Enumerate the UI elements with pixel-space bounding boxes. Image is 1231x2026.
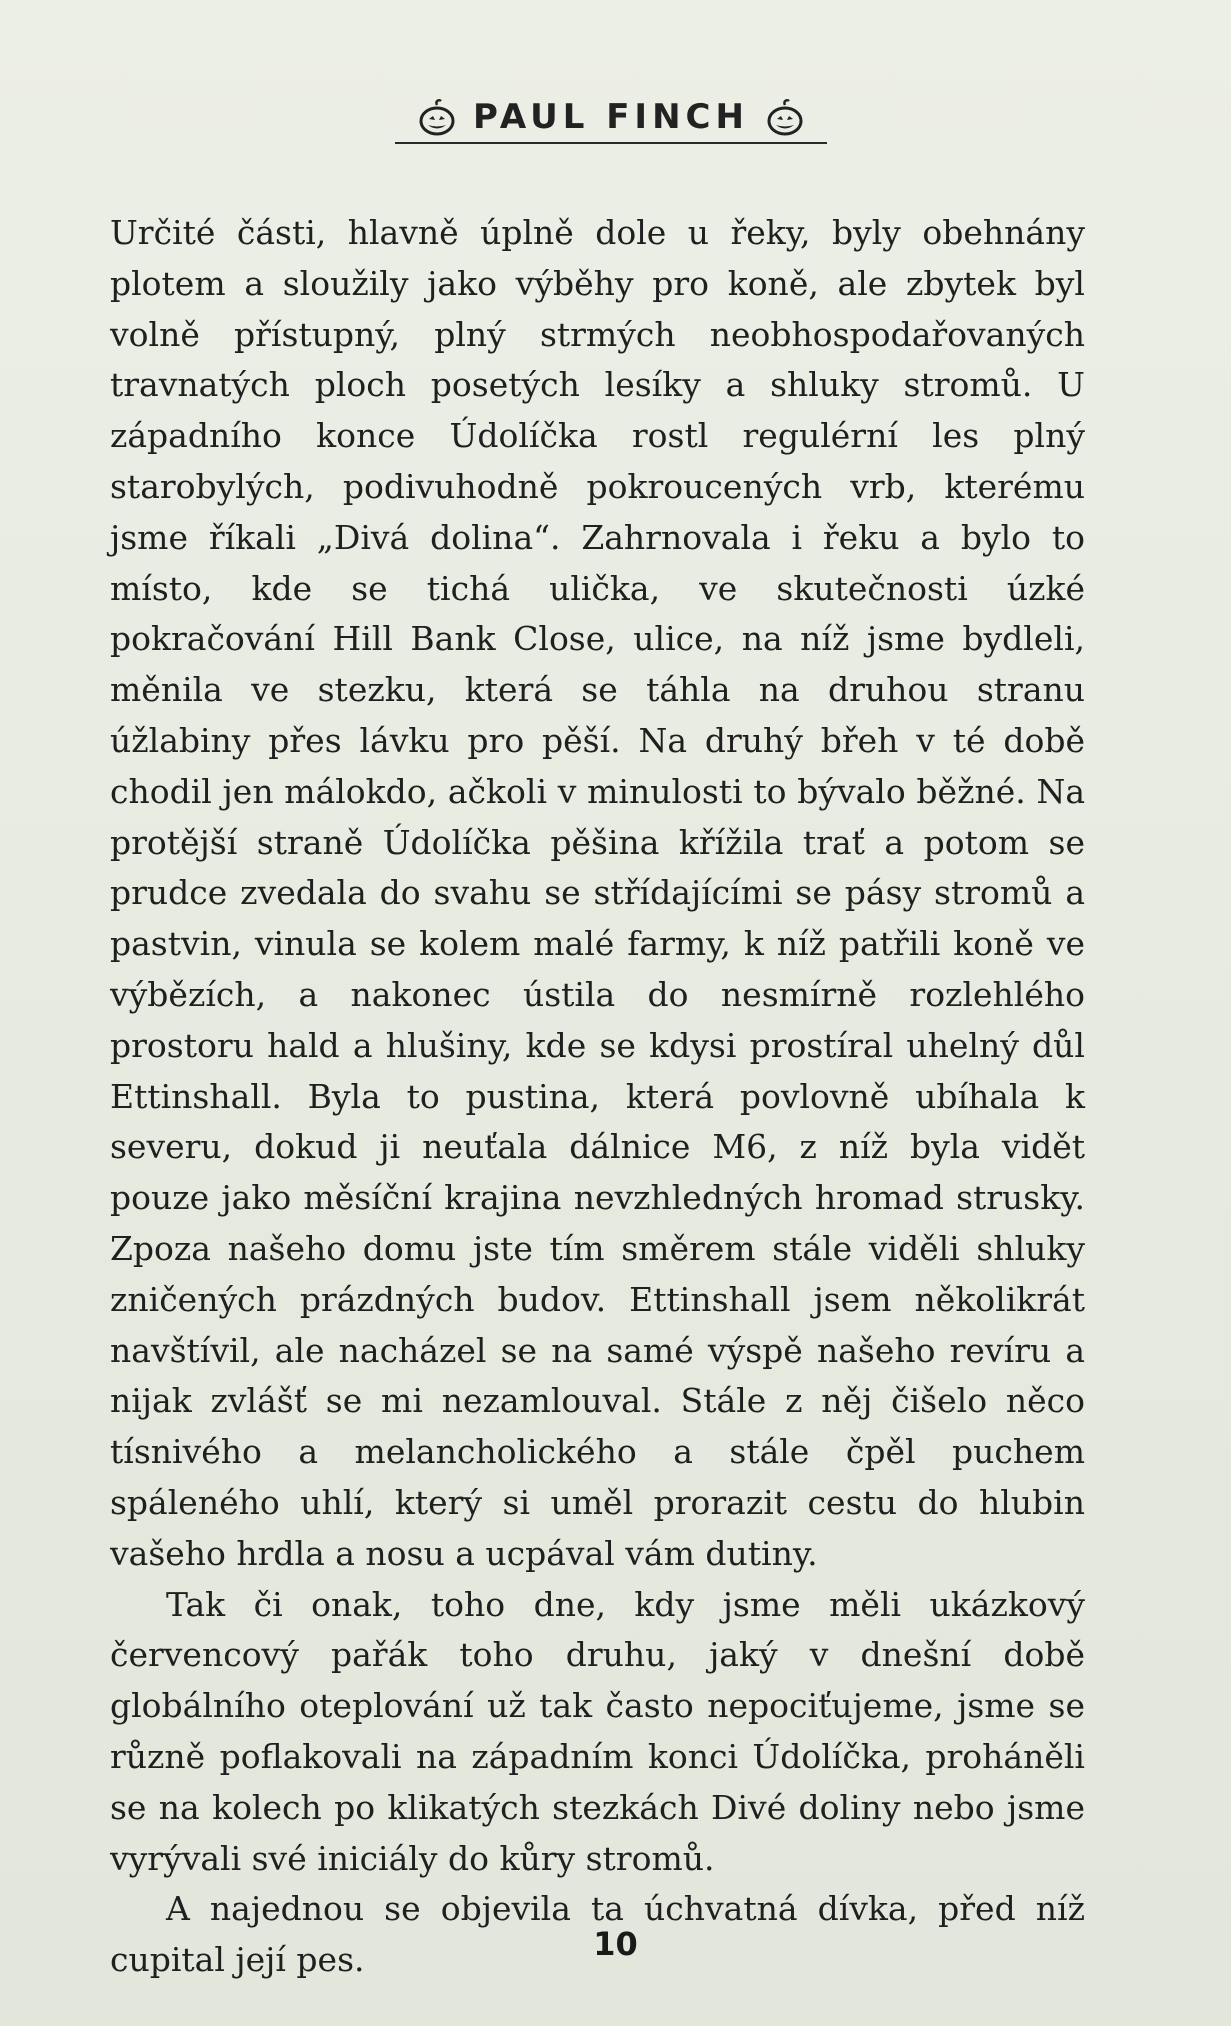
paragraph: A najednou se objevila ta úchvatná dívka, před níž cupital její pes. bbox=[110, 1889, 1085, 1980]
author-name: PAUL FINCH bbox=[473, 97, 749, 137]
paragraph: Tak či onak, toho dne, kdy jsme měli ukázkový červencový pařák toho druhu, jaký v dnešní době globálního oteplování už tak často nepociťujeme, jsme se různě poflakovali na západním konci Údolíčka, proháněli se na kolech po klikatých stezkách Divé doliny nebo jsme vyrývali své iniciály do kůry stromů. bbox=[110, 1584, 1085, 1878]
body-text bbox=[110, 208, 1085, 1986]
pumpkin-icon bbox=[765, 97, 805, 137]
page-number: 10 bbox=[593, 1925, 638, 1963]
running-header bbox=[395, 92, 827, 144]
paragraph: Určité části, hlavně úplně dole u řeky, byly obehnány plotem a sloužily jako výběhy pro koně, ale zbytek byl volně přístupný, plný strmých neobhospodařovaných travnatých ploch posetých lesíky a shluky stromů. U západního konce Údolíčka rostl regulérní les plný starobylých, podivuhodně pokroucených vrb, kterému jsme říkali „Divá dolina“. Zahrnovala i řeku a bylo to místo, kde se tichá ulička, ve skutečnosti úzké pokračování Hill Bank Close, ulice, na níž jsme bydleli, měnila ve stezku, která se táhla na druhou stranu úžlabiny přes lávku pro pěší. Na druhý břeh v té době chodil jen málokdo, ačkoli v minulosti to bývalo běžné. Na protější straně Údolíčka pěšina křížila trať a potom se prudce zvedala do svahu se střídajícími se pásy stromů a pastvin, vinula se kolem malé farmy, k níž patřili koně ve výbězích, a nakonec ústila do nesmírně rozlehlého prostoru hald a hlušiny, kde se kdysi prostíral uhelný důl Ettinshall. Byla to pustina, která povlovně ubíhala k severu, dokud ji neuťala dálnice M6, z níž byla vidět pouze jako měsíční krajina nevzhledných hromad strusky. Zpoza našeho domu jste tím směrem stále viděli shluky zničených prázdných budov. Ettinshall jsem několikrát navštívil, ale nacházel se na samé výspě našeho revíru a nijak zvlášť se mi nezamlouval. Stále z něj čišelo něco tísnivého a melancholického a stále čpěl puchem spáleného uhlí, který si uměl prorazit cestu do hlubin vašeho hrdla a nosu a ucpával vám dutiny. bbox=[110, 213, 1085, 1573]
pumpkin-icon bbox=[417, 97, 457, 137]
